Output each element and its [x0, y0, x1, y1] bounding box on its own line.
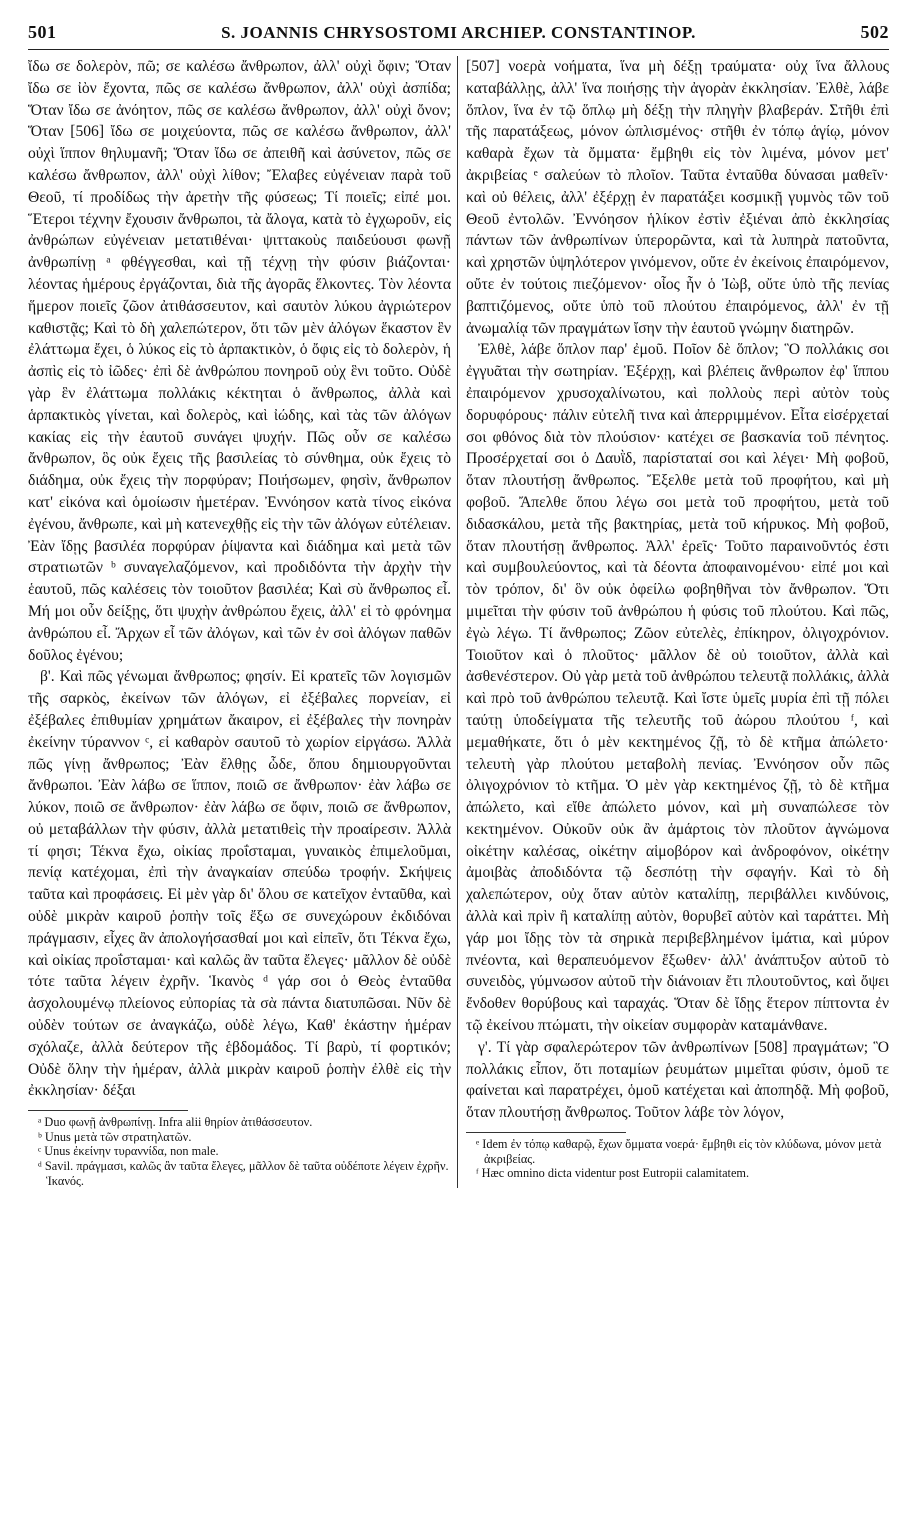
footnote-a: ᵃ Duo φωνῇ ἀνθρωπίνῃ. Infra alii θηρίον ἀτιθάσσευτον.: [38, 1115, 313, 1130]
left-column: [28, 56, 458, 1188]
text-columns: [28, 56, 889, 1188]
footnote-rule-right: [466, 1132, 626, 1133]
footnote-rule-left: [28, 1110, 188, 1111]
right-paragraph-3: γ'. Τί γὰρ σφαλερώτερον τῶν ἀνθρωπίνων [508] πραγμάτων; Ὃ πολλάκις εἶπον, ὅτι ποταμίων ῥευμάτων μιμεῖται φύσιν, ὁμοῦ τε φαίνεται καὶ παρατρέχει, ὁμοῦ κατέχεται καὶ ἀποπηδᾷ. Μὴ φοβοῦ, ὅταν πλουτήσῃ ἄνθρωπος. Τοῦτον λάβε τὸν λόγον,: [466, 1038, 889, 1122]
page-number-left: 501: [28, 22, 57, 42]
footnote-d: ᵈ Savil. πράγμασι, καλῶς ἂν ταῦτα ἔλεγες, μᾶλλον δὲ ταῦτα οὐδέποτε λέγειν ἐχρῆν. Ἱκανός.: [38, 1159, 449, 1188]
footnote-b: ᵇ Unus μετὰ τῶν στρατηλατῶν.: [38, 1129, 192, 1144]
left-paragraph-2: β'. Καὶ πῶς γένωμαι ἄνθρωπος; φησίν. Εἰ κρατεῖς τῶν λογισμῶν τῆς σαρκὸς, ἐκείνων τῶν ἀλόγων, εἰ ἐξέβαλες πορνείαν, εἰ ἐξέβαλες ἐπιθυμίαν χρημάτων ἄκαιρον, εἰ ἐξέβαλες τὴν πονηρὰν ἐκείνην τύραννον ᶜ, εἰ καθαρὸν σαυτοῦ τὸ χωρίον εἰργάσω. Ἀλλὰ πῶς γίνῃ ἄνθρωπος; Ἐὰν ἔλθῃς ὧδε, ὅπου δημιουργοῦνται ἄνθρωποι. Ἐὰν λάβω σε ἵππον, ποιῶ σε ἄνθρωπον· ἐὰν λάβω σε λύκον, ποιῶ σε ἄνθρωπον· ἐὰν λάβω σε ὄφιν, ποιῶ σε ἄνθρωπον, οὐ μεταβάλλων τὴν φύσιν, ἀλλὰ μετατιθεὶς τὴν προαίρεσιν. Ἀλλὰ τί φησι; Τέκνα ἔχω, οἰκίας προΐσταμαι, γυναικὸς ἐπιμελοῦμαι, πενίᾳ κατέχομαι, ἐπὶ τὴν ἀναγκαίαν σπεύδω τροφήν. Σκήψεις ταῦτα καὶ προφάσεις. Εἰ μὲν γὰρ δι' ὅλου σε κατεῖχον ἐνταῦθα, καὶ οὐδὲ μικρὰν καιροῦ ῥοπὴν τοῖς ἔξω σε συνεχώρουν ἐκδιδόναι πράγμασιν, εἶχες ἂν ἀπολογήσασθαί μοι καὶ εἰπεῖν, ὅτι Τέκνα ἔχω, καὶ οἰκίας προΐσταμαι· καὶ καλῶς ἂν ταῦτα ἔλεγες· μᾶλλον δὲ οὐδὲ τότε ταῦτα λέγειν ἐχρῆν. Ἱκανὸς ᵈ γάρ σοι ὁ Θεὸς ἐνταῦθα ἀσχολουμένῳ πλείονος εὐπορίας τὰ σὰ πάντα διατυπῶσαι. Νῦν δὲ οὐδὲν τούτων σε ἀναγκάζω, οὐδὲ λέγω, Καθ' ἑκάστην ἡμέραν σχόλαζε, ἀλλὰ δεύτερον τῆς ἑβδομάδος. Τί βαρὺ, τί φορτικόν; Οὐδὲ ὅλην τὴν ἡμέραν, ἀλλὰ μικρὰν καιροῦ ῥοπὴν ἐλθὲ εἰς τὴν ἐκκλησίαν· δέξαι: [28, 668, 451, 1100]
left-paragraph-1: ἴδω σε δολερὸν, πῶ; σε καλέσω ἄνθρωπον, ἀλλ' οὐχὶ ὄφιν; Ὅταν ἴδω σε ἰὸν ἔχοντα, πῶς σε καλέσω ἄνθρωπον, ἀλλ' οὐχὶ ἀσπίδα; Ὅταν ἴδω σε ἀνόητον, πῶς σε καλέσω ἄνθρωπον, ἀλλ' οὐχὶ ὄνον; Ὅταν [506] ἴδω σε μοιχεύοντα, πῶς σε καλέσω ἄνθρωπον, ἀλλ' οὐχὶ ἵππον θηλυμανῆ; Ὅταν ἴδω σε ἀπειθῆ καὶ ἀσύνετον, πῶς σε καλέσω ἄνθρωπον, ἀλλ' οὐχὶ λίθον; Ἔλαβες εὐγένειαν παρὰ τοῦ Θεοῦ, τί προδίδως τὴν ἀρετὴν τῆς φύσεως; Τί ποιεῖς; εἰπέ μοι. Ἕτεροι τέχνην ἔχουσιν ἄνθρωποι, τὰ ἄλογα, κατὰ τὸ ἐγχωροῦν, εἰς ἀνθρώπων εὐγένειαν μετατιθέναι· ψιττακοὺς παιδεύουσι φωνῇ ἀνθρωπίνῃ ᵃ φθέγγεσθαι, καὶ τῇ τέχνῃ τὴν φύσιν βιάζονται· λέοντας ἡμέρους ἐργάζονται, διὰ τῆς ἀγορᾶς ἕλκοντες. Τὸν λέοντα ἥμερον ποιεῖς ζῶον ἀτιθάσσευτον, καὶ σαυτὸν λύκου ἀγριώτερον καθιστᾷς; Καὶ τὸ δὴ χαλεπώτερον, ὅτι τῶν μὲν ἀλόγων ἕκαστον ἓν ἐλάττωμα ἔχει, ὁ λύκος εἰς τὸ ἁρπακτικὸν, ὁ ὄφις εἰς τὸ δολερὸν, ἡ ἀσπὶς εἰς τὸ ἰῶδες· ἐπὶ δὲ ἀνθρώπου πονηροῦ οὐχ ἓνι τοῦτο. Οὐδὲ γὰρ ἓν ἐλάττωμα πολλάκις κέκτηται ὁ ἄνθρωπος, ἀλλὰ καὶ ἁρπακτικὸς γίνεται, καὶ δολερὸς, καὶ ἰώδης, καὶ τὰς τῶν ἀλόγων κακίας εἰς τὴν ἑαυτοῦ συνάγει ψυχήν. Πῶς οὖν σε καλέσω ἄνθρωπον, ὃς οὐκ ἔχεις τῆς βασιλείας τὸ σύνθημα, οὐκ ἔχεις τὸ διάδημα, οὐκ ἔχεις τὴν πορφύραν; Ποιήσωμεν, φησὶν, ἄνθρωπον κατ' εἰκόνα καὶ ὁμοίωσιν ἡμετέραν. Ἐννόησον κατὰ τίνος εἰκόνα ἐγένου, ἄνθρωπε, καὶ μὴ κατενεχθῇς εἰς τὴν τῶν ἀλόγων εὐτέλειαν. Ἐὰν ἴδῃς βασιλέα πορφύραν ῥίψαντα καὶ διάδημα καὶ μετὰ τῶν στρατιωτῶν ᵇ συναγελαζόμενον, καὶ προδιδόντα τὴν ἀρχὴν τὴν ἑαυτοῦ, πῶς καλέσεις τὸν τοιοῦτον βασιλέα; Καὶ σὺ ἄνθρωπος εἶ. Μή μοι οὖν δείξῃς, ὅτι ψυχὴν ἀνθρώπου ἔχεις, ἀλλ' εἰ τὸ φρόνημα ἀνθρώπου εἶ. Ἄρχων εἶ τῶν ἀλόγων, καὶ τῶν ἐν σοὶ ἀλόγων παθῶν δοῦλος ἐγένου;: [28, 58, 451, 664]
right-column: [466, 56, 889, 1188]
footnote-f: ᶠ Hæc omnino dicta videntur post Eutropii calamitatem.: [476, 1166, 750, 1181]
footnote-e: ᵉ Idem ἐν τόπῳ καθαρῷ, ἔχων ὄμματα νοερά· ἔμβηθι εἰς τὸν κλύδωνα, μόνον μετὰ ἀκριβείας.: [476, 1137, 882, 1166]
running-header: [28, 22, 889, 50]
right-paragraph-2: Ἐλθὲ, λάβε ὅπλον παρ' ἐμοῦ. Ποῖον δὲ ὅπλον; Ὃ πολλάκις σοι ἐγγυᾶται τὴν σωτηρίαν. Ἐξέρχῃ, καὶ βλέπεις ἄνθρωπον ἐφ' ἵππου ἐπαιρόμενον χρυσοχαλίνωτου, καὶ πολλοὺς περὶ αὐτὸν τοὺς δορυφόρους· πάλιν εὐτελῆ τινα καὶ ἀπερριμμένον. Εἶτα εἰσέρχεταί σοι φθόνος διὰ τὸν πλούσιον· κατέχει σε βασκανία τοῦ πένητος. Προσέρχεταί σοι ὁ Δαυῒδ, παρίσταταί σοι καὶ λέγει· Μὴ φοβοῦ, ὅταν πλουτήσῃ ἄνθρωπος. Ἔξελθε μετὰ τοῦ προφήτου, καὶ μὴ φοβοῦ. Ἄπελθε ὅπου λέγω σοι μετὰ τοῦ προφήτου, μετὰ τοῦ διδασκάλου, μετὰ τῆς βακτηρίας, μετὰ τοῦ κήρυκος. Μὴ φοβοῦ, ὅταν πλουτήσῃ ἄνθρωπος. Ἀλλ' ἐρεῖς· Τοῦτο παραινοῦντός ἐστι καὶ συμβουλεύοντος, καὶ τὰ δέοντα ἀποφαινομένου· εἰπέ μοι καὶ τὸν τρόπον, δι' ὃν οὐκ ὀφείλω φοβηθῆναι τὸν ἄνθρωπον. Ὅτι μιμεῖται τὴν φύσιν τοῦ ἀνθρώπου ἡ φύσις τοῦ πλούτου. Καὶ πῶς, ἐγὼ λέγω. Τί ἄνθρωπος; Ζῶον εὐτελὲς, ἐπίκηρον, ὀλιγοχρόνιον. Τοιοῦτον καὶ ὁ πλοῦτος· μᾶλλον δὲ οὐ τοιοῦτον, ἀλλὰ καὶ ἀσθενέστερον. Οὐ γὰρ μετὰ τοῦ ἀνθρώπου τελευτᾷ πολλάκις, ἀλλὰ καὶ πρὸ τοῦ ἀνθρώπου τελευτᾷ. Καὶ ἴστε ὑμεῖς μυρία ἐπὶ τῇ πόλει ταύτῃ ὑποδείγματα τῆς τελευτῆς τοῦ ἀώρου πλούτου ᶠ, καὶ μεμαθήκατε, ὅτι ὁ μὲν κεκτημένος ζῇ, τὸ δὲ κτῆμα ἀπώλετο· τελευτὴ γὰρ πλούτου μεταβολὴ πενίας. Ἐννόησον οὖν πῶς ὀλιγοχρόνιον τὸ κτῆμα. Ὁ μὲν γὰρ κεκτημένος ζῇ, τὸ δὲ κτῆμα ἀπώλετο, καὶ εἴθε ἀπώλετο μόνον, καὶ μὴ συναπώλεσε τὸν κεκτημένον. Οὐκοῦν οὐκ ἂν ἁμάρτοις τὸν πλοῦτον ἀγνώμονα οἰκέτην καλέσας, οἰκέτην αἱμοβόρον καὶ ἀνδροφόνον, οἰκέτην ἀμοιβὰς ἀποδιδόντα τῷ δεσπότῃ τὴν σφαγήν. Καὶ τὸ δὴ χαλεπώτερον, οὐχ ὅταν αὐτὸν καταλίπῃ, περιβάλλει κινδύνοις, ἀλλὰ καὶ πρὶν ἢ καταλίπῃ αὐτὸν, θορυβεῖ αὐτὸν καὶ ταράττει. Μὴ γάρ μοι ἴδῃς τὸν τὰ σηρικὰ περιβεβλημένον ἱμάτια, καὶ μύρον πνέοντα, καὶ θεραπευόμενον ἔξωθεν· ἀλλ' ἀνάπτυξον αὐτοῦ τὸ συνειδὸς, γύμνωσον αὐτοῦ τὴν διάνοιαν ἔτι πλουτοῦντος, καὶ ὄψει ἔνδοθεν θορύβους καὶ ταραχάς. Ὅταν δὲ ἴδῃς ἕτερον πίπτοντα ἐν τῷ ἐκείνου πτώματι, τὴν οἰκείαν συμφορὰν καταμάνθανε.: [466, 341, 889, 1035]
footnote-c: ᶜ Unus ἐκείνην τυραννίδα, non male.: [38, 1144, 219, 1159]
running-title: S. JOANNIS CHRYSOSTOMI ARCHIEP. CONSTANTINOP.: [221, 23, 696, 42]
right-paragraph-1: [507] νοερὰ νοήματα, ἵνα μὴ δέξῃ τραύματα· οὐχ ἵνα ἄλλους καταβάλλῃς, ἀλλ' ἵνα ποιήσῃς τὴν ἀγορὰν ἐκκλησίαν. Ἐλθὲ, λάβε ὅπλον, ἵνα ἐν τῷ ὅπλῳ μὴ δέξῃ τὴν πληγὴν βλαβεράν. Στῆθι ἐπὶ τῆς παρατάξεως, μόνον ὡπλισμένος· στῆθι ἐν τόπῳ ἁγίῳ, μόνον καθαρὰ ἔχων τὰ ὄμματα· ἔμβηθι εἰς τὸν λιμένα, μόνον μετ' ἀκριβείας ᵉ σαλεύων τὸ πλοῖον. Ταῦτα ἐνταῦθα δύνασαι μαθεῖν· καὶ οὐ θέλεις, ἀλλ' ἐξέρχῃ ἐν παρατάξει κοσμικῇ γυμνὸς τῶν τοῦ Θεοῦ ἐντολῶν. Ἐννόησον ἡλίκον ἐστὶν ἐξιέναι ἀπὸ ἐκκλησίας πάντων τῶν ἀνθρωπίνων ὑπερορῶντα, καὶ τὰ λυπηρὰ πατοῦντα, καὶ χρηστῶν ὑψηλότερον γινόμενον, οὔτε ἐν ἐκείνοις ἐπαιρόμενον, οὔτε ἐν τούτοις πιεζόμενον· οἷος ἦν ὁ Ἰὼβ, οὔτε ὑπὸ τῆς πενίας βαπτιζόμενος, οὔτε ὑπὸ τοῦ πλούτου ἐπαιρόμενος, ἀλλ' ἐν τῇ ἀνωμαλίᾳ τῶν πραγμάτων ἴσην τὴν ἑαυτοῦ γνώμην διατηρῶν.: [466, 58, 889, 337]
page-number-right: 502: [860, 22, 889, 42]
